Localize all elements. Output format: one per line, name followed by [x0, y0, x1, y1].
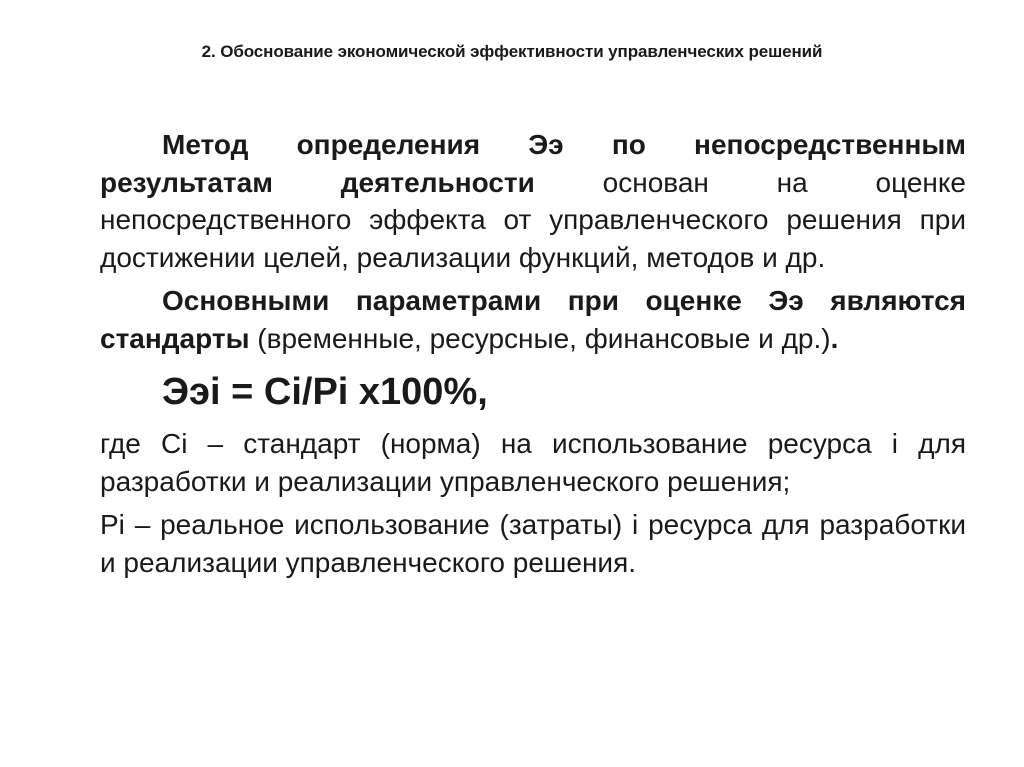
- method-text: основан на оценке непосредственного эффекта от управленческого решения при достижении целей, реализации функций, методов и др.: [100, 166, 966, 273]
- parameters-bold-tail: .: [830, 322, 839, 354]
- parameters-bold-lead: Основными параметрами при оценке Ээ являются стандарты: [100, 285, 966, 354]
- definition-pi: Pi – реальное использование (затраты) i ресурса для разработки и реализации управленческого решения.: [100, 509, 966, 578]
- parameters-paragraph: [100, 282, 966, 357]
- method-bold-lead: Метод определения Ээ по непосредственным результатам деятельности: [100, 129, 966, 198]
- definition-ci: где Ci – стандарт (норма) на использование ресурса i для разработки и реализации управленческого решения;: [100, 428, 966, 497]
- parameters-text: (временные, ресурсные, финансовые и др.): [249, 322, 831, 354]
- slide-content: [100, 126, 966, 581]
- method-paragraph: [100, 126, 966, 276]
- slide-title: 2. Обоснование экономической эффективности управленческих решений: [201, 42, 823, 61]
- efficiency-formula: Ээi = Ci/Pi x100%,: [162, 371, 488, 413]
